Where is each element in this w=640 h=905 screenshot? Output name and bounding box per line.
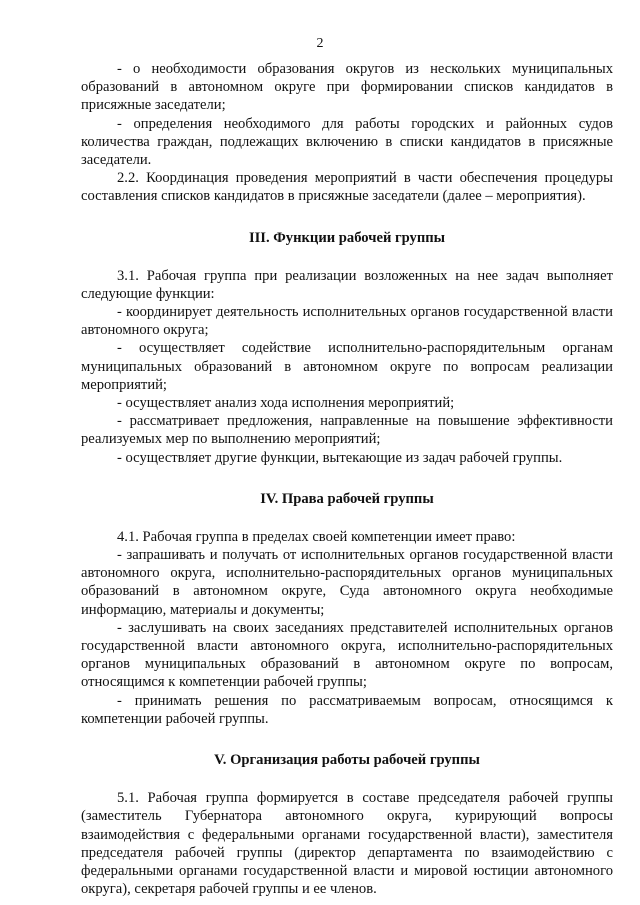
paragraph-citizens-count: - определения необходимого для работы городских и районных судов количества граждан, подлежащих включению в списки кандидатов в присяжные заседатели. xyxy=(81,115,613,169)
paragraph-proposals: - рассматривает предложения, направленные на повышение эффективности реализуемых мер по выполнению мероприятий; xyxy=(81,413,613,448)
paragraph-request-info: - запрашивать и получать от исполнительных органов государственной власти автономного округа, исполнительно-распорядительных органов муниципальных образований в автономном округе, Суда автономного округа необходимые информацию, материалы и документы; xyxy=(81,547,613,618)
section-heading-rights: IV. Права рабочей группы xyxy=(260,490,434,507)
paragraph-other-functions: - осуществляет другие функции, вытекающие из задач рабочей группы. xyxy=(117,449,563,466)
paragraph-3-1: 3.1. Рабочая группа при реализации возложенных на нее задач выполняет следующие функции: xyxy=(81,267,613,302)
paragraph-5-1: 5.1. Рабочая группа формируется в составе председателя рабочей группы (заместитель Губернатора автономного округа, курирующий вопросы взаимодействия с федеральными органами государственной власти), заместителя председателя рабочей группы (директор департамента по взаимодействию с федеральными органами государственной власти и мировой юстиции автономного округа), секретаря рабочей группы и ее членов. xyxy=(81,790,613,898)
page-number: 2 xyxy=(316,36,324,51)
section-heading-organization: V. Организация работы рабочей группы xyxy=(214,752,480,769)
section-heading-functions: III. Функции рабочей группы xyxy=(248,229,446,246)
paragraph-coordinates: - координирует деятельность исполнительных органов государственной власти автономного округа; xyxy=(81,304,613,339)
page-content xyxy=(81,60,613,898)
paragraph-analysis: - осуществляет анализ хода исполнения мероприятий; xyxy=(117,395,455,412)
paragraph-municipal-districts: - о необходимости образования округов из нескольких муниципальных образований в автономном округе при формировании списков кандидатов в присяжные заседатели; xyxy=(81,61,613,114)
paragraph-2-2: 2.2. Координация проведения мероприятий в части обеспечения процедуры составления списков кандидатов в присяжные заседатели (далее – мероприятия). xyxy=(81,170,613,205)
paragraph-make-decisions: - принимать решения по рассматриваемым вопросам, относящимся к компетенции рабочей группы. xyxy=(81,692,613,727)
paragraph-assistance: - осуществляет содействие исполнительно-распорядительным органам муниципальных образований в автономном округе по вопросам реализации мероприятий; xyxy=(81,340,613,393)
paragraph-4-1: 4.1. Рабочая группа в пределах своей компетенции имеет право: xyxy=(117,528,516,545)
paragraph-hear-representatives: - заслушивать на своих заседаниях представителей исполнительных органов государственной власти автономного округа, исполнительно-распорядительных органов муниципальных образований в автономном округе по вопросам, относящимся к компетенции рабочей группы; xyxy=(81,619,613,691)
